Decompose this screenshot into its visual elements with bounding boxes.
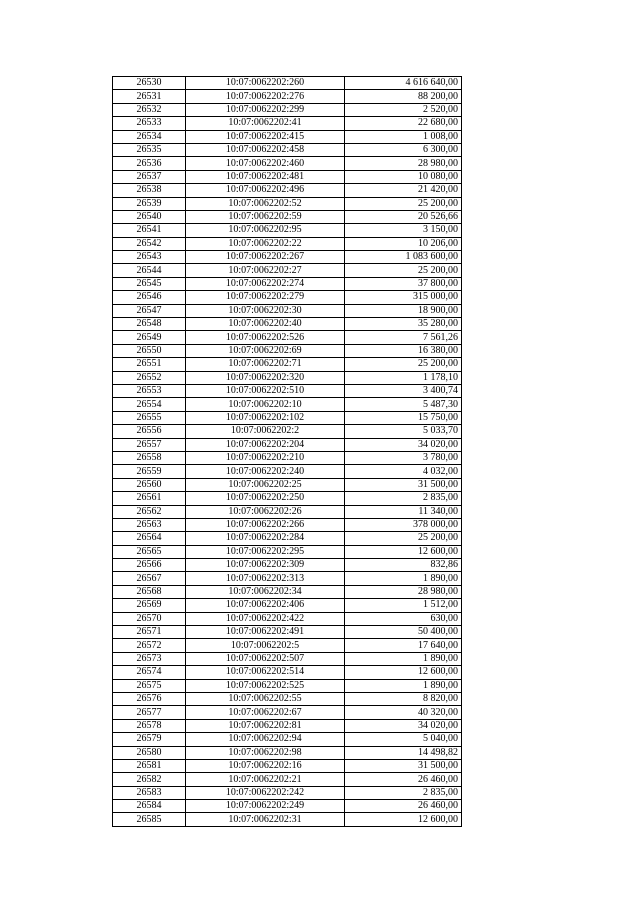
amount-cell: 2 835,00 — [345, 492, 462, 505]
row-number-cell: 26581 — [113, 759, 186, 772]
cadastral-number-cell: 10:07:0062202:249 — [186, 800, 345, 813]
amount-cell: 21 420,00 — [345, 184, 462, 197]
table-row — [113, 719, 462, 732]
table-row — [113, 170, 462, 183]
amount-cell: 34 020,00 — [345, 438, 462, 451]
row-number-cell: 26548 — [113, 318, 186, 331]
table-row — [113, 304, 462, 317]
table-row — [113, 210, 462, 223]
cadastral-number-cell: 10:07:0062202:27 — [186, 264, 345, 277]
row-number-cell: 26578 — [113, 719, 186, 732]
cadastral-number-cell: 10:07:0062202:16 — [186, 759, 345, 772]
table-row — [113, 291, 462, 304]
row-number-cell: 26531 — [113, 90, 186, 103]
row-number-cell: 26534 — [113, 130, 186, 143]
row-number-cell: 26574 — [113, 666, 186, 679]
amount-cell: 31 500,00 — [345, 759, 462, 772]
table-row — [113, 103, 462, 116]
amount-cell: 5 040,00 — [345, 733, 462, 746]
cadastral-number-cell: 10:07:0062202:514 — [186, 666, 345, 679]
cadastral-number-cell: 10:07:0062202:260 — [186, 77, 345, 90]
row-number-cell: 26577 — [113, 706, 186, 719]
table-row — [113, 759, 462, 772]
amount-cell: 1 083 600,00 — [345, 251, 462, 264]
table-row — [113, 639, 462, 652]
amount-cell: 37 800,00 — [345, 277, 462, 290]
table-row — [113, 505, 462, 518]
row-number-cell: 26545 — [113, 277, 186, 290]
table-row — [113, 411, 462, 424]
table-row — [113, 626, 462, 639]
table-row — [113, 733, 462, 746]
amount-cell: 25 200,00 — [345, 264, 462, 277]
cadastral-number-cell: 10:07:0062202:276 — [186, 90, 345, 103]
cadastral-number-cell: 10:07:0062202:415 — [186, 130, 345, 143]
row-number-cell: 26563 — [113, 518, 186, 531]
table-row — [113, 371, 462, 384]
row-number-cell: 26539 — [113, 197, 186, 210]
cadastral-number-cell: 10:07:0062202:81 — [186, 719, 345, 732]
amount-cell: 18 900,00 — [345, 304, 462, 317]
amount-cell: 20 526,66 — [345, 210, 462, 223]
table-row — [113, 786, 462, 799]
cadastral-number-cell: 10:07:0062202:2 — [186, 425, 345, 438]
amount-cell: 8 820,00 — [345, 692, 462, 705]
amount-cell: 28 980,00 — [345, 585, 462, 598]
table-row — [113, 237, 462, 250]
row-number-cell: 26560 — [113, 478, 186, 491]
table-row — [113, 398, 462, 411]
table-row — [113, 117, 462, 130]
row-number-cell: 26566 — [113, 559, 186, 572]
cadastral-number-cell: 10:07:0062202:210 — [186, 451, 345, 464]
row-number-cell: 26568 — [113, 585, 186, 598]
cadastral-number-cell: 10:07:0062202:284 — [186, 532, 345, 545]
amount-cell: 25 200,00 — [345, 532, 462, 545]
row-number-cell: 26541 — [113, 224, 186, 237]
table-row — [113, 77, 462, 90]
cadastral-number-cell: 10:07:0062202:5 — [186, 639, 345, 652]
amount-cell: 1 008,00 — [345, 130, 462, 143]
table-row — [113, 384, 462, 397]
amount-cell: 28 980,00 — [345, 157, 462, 170]
cadastral-number-cell: 10:07:0062202:67 — [186, 706, 345, 719]
cadastral-number-cell: 10:07:0062202:295 — [186, 545, 345, 558]
row-number-cell: 26550 — [113, 344, 186, 357]
cadastral-number-cell: 10:07:0062202:94 — [186, 733, 345, 746]
cadastral-number-cell: 10:07:0062202:250 — [186, 492, 345, 505]
amount-cell: 14 498,82 — [345, 746, 462, 759]
row-number-cell: 26573 — [113, 652, 186, 665]
row-number-cell: 26543 — [113, 251, 186, 264]
cadastral-number-cell: 10:07:0062202:55 — [186, 692, 345, 705]
amount-cell: 34 020,00 — [345, 719, 462, 732]
cadastral-number-cell: 10:07:0062202:52 — [186, 197, 345, 210]
table-row — [113, 465, 462, 478]
amount-cell: 1 890,00 — [345, 679, 462, 692]
table-row — [113, 264, 462, 277]
row-number-cell: 26580 — [113, 746, 186, 759]
cadastral-number-cell: 10:07:0062202:71 — [186, 358, 345, 371]
amount-cell: 832,86 — [345, 559, 462, 572]
table-row — [113, 813, 462, 826]
cadastral-number-cell: 10:07:0062202:26 — [186, 505, 345, 518]
cadastral-number-cell: 10:07:0062202:30 — [186, 304, 345, 317]
cadastral-number-cell: 10:07:0062202:299 — [186, 103, 345, 116]
amount-cell: 26 460,00 — [345, 773, 462, 786]
table-row — [113, 277, 462, 290]
cadastral-number-cell: 10:07:0062202:95 — [186, 224, 345, 237]
amount-cell: 12 600,00 — [345, 666, 462, 679]
amount-cell: 6 300,00 — [345, 143, 462, 156]
cadastral-number-cell: 10:07:0062202:102 — [186, 411, 345, 424]
table-row — [113, 518, 462, 531]
table-row — [113, 224, 462, 237]
amount-cell: 3 150,00 — [345, 224, 462, 237]
table-row — [113, 331, 462, 344]
row-number-cell: 26576 — [113, 692, 186, 705]
cadastral-number-cell: 10:07:0062202:59 — [186, 210, 345, 223]
amount-cell: 40 320,00 — [345, 706, 462, 719]
table-body — [113, 77, 462, 827]
cadastral-number-cell: 10:07:0062202:31 — [186, 813, 345, 826]
table-row — [113, 572, 462, 585]
row-number-cell: 26530 — [113, 77, 186, 90]
amount-cell: 630,00 — [345, 612, 462, 625]
amount-cell: 26 460,00 — [345, 800, 462, 813]
table-row — [113, 652, 462, 665]
cadastral-number-cell: 10:07:0062202:309 — [186, 559, 345, 572]
row-number-cell: 26547 — [113, 304, 186, 317]
table-row — [113, 157, 462, 170]
row-number-cell: 26572 — [113, 639, 186, 652]
table-row — [113, 251, 462, 264]
cadastral-number-cell: 10:07:0062202:406 — [186, 599, 345, 612]
amount-cell: 11 340,00 — [345, 505, 462, 518]
row-number-cell: 26554 — [113, 398, 186, 411]
cadastral-number-cell: 10:07:0062202:40 — [186, 318, 345, 331]
amount-cell: 5 487,30 — [345, 398, 462, 411]
table-row — [113, 478, 462, 491]
row-number-cell: 26583 — [113, 786, 186, 799]
row-number-cell: 26556 — [113, 425, 186, 438]
row-number-cell: 26533 — [113, 117, 186, 130]
table-row — [113, 666, 462, 679]
amount-cell: 4 616 640,00 — [345, 77, 462, 90]
cadastral-number-cell: 10:07:0062202:22 — [186, 237, 345, 250]
cadastral-number-cell: 10:07:0062202:279 — [186, 291, 345, 304]
amount-cell: 17 640,00 — [345, 639, 462, 652]
row-number-cell: 26544 — [113, 264, 186, 277]
amount-cell: 10 206,00 — [345, 237, 462, 250]
cadastral-number-cell: 10:07:0062202:525 — [186, 679, 345, 692]
row-number-cell: 26558 — [113, 451, 186, 464]
row-number-cell: 26579 — [113, 733, 186, 746]
table-row — [113, 492, 462, 505]
table-row — [113, 143, 462, 156]
row-number-cell: 26571 — [113, 626, 186, 639]
row-number-cell: 26559 — [113, 465, 186, 478]
row-number-cell: 26565 — [113, 545, 186, 558]
amount-cell: 1 890,00 — [345, 572, 462, 585]
amount-cell: 31 500,00 — [345, 478, 462, 491]
table-row — [113, 746, 462, 759]
row-number-cell: 26561 — [113, 492, 186, 505]
amount-cell: 88 200,00 — [345, 90, 462, 103]
table-row — [113, 706, 462, 719]
row-number-cell: 26551 — [113, 358, 186, 371]
cadastral-number-cell: 10:07:0062202:491 — [186, 626, 345, 639]
row-number-cell: 26546 — [113, 291, 186, 304]
table-row — [113, 679, 462, 692]
table-row — [113, 318, 462, 331]
table-row — [113, 612, 462, 625]
table-row — [113, 599, 462, 612]
cadastral-number-cell: 10:07:0062202:25 — [186, 478, 345, 491]
row-number-cell: 26562 — [113, 505, 186, 518]
table-row — [113, 559, 462, 572]
cadastral-number-cell: 10:07:0062202:41 — [186, 117, 345, 130]
amount-cell: 2 520,00 — [345, 103, 462, 116]
table-row — [113, 184, 462, 197]
table-row — [113, 197, 462, 210]
row-number-cell: 26584 — [113, 800, 186, 813]
table-row — [113, 344, 462, 357]
amount-cell: 5 033,70 — [345, 425, 462, 438]
table-row — [113, 90, 462, 103]
data-table — [112, 76, 462, 827]
cadastral-number-cell: 10:07:0062202:21 — [186, 773, 345, 786]
amount-cell: 315 000,00 — [345, 291, 462, 304]
amount-cell: 35 280,00 — [345, 318, 462, 331]
amount-cell: 1 890,00 — [345, 652, 462, 665]
table-row — [113, 773, 462, 786]
cadastral-number-cell: 10:07:0062202:274 — [186, 277, 345, 290]
cadastral-number-cell: 10:07:0062202:458 — [186, 143, 345, 156]
row-number-cell: 26540 — [113, 210, 186, 223]
amount-cell: 2 835,00 — [345, 786, 462, 799]
cadastral-number-cell: 10:07:0062202:34 — [186, 585, 345, 598]
amount-cell: 25 200,00 — [345, 197, 462, 210]
row-number-cell: 26538 — [113, 184, 186, 197]
amount-cell: 1 512,00 — [345, 599, 462, 612]
row-number-cell: 26570 — [113, 612, 186, 625]
cadastral-number-cell: 10:07:0062202:69 — [186, 344, 345, 357]
cadastral-number-cell: 10:07:0062202:266 — [186, 518, 345, 531]
amount-cell: 1 178,10 — [345, 371, 462, 384]
table-row — [113, 358, 462, 371]
row-number-cell: 26564 — [113, 532, 186, 545]
amount-cell: 378 000,00 — [345, 518, 462, 531]
amount-cell: 50 400,00 — [345, 626, 462, 639]
table-row — [113, 585, 462, 598]
amount-cell: 12 600,00 — [345, 545, 462, 558]
row-number-cell: 26585 — [113, 813, 186, 826]
cadastral-number-cell: 10:07:0062202:240 — [186, 465, 345, 478]
row-number-cell: 26557 — [113, 438, 186, 451]
row-number-cell: 26549 — [113, 331, 186, 344]
row-number-cell: 26582 — [113, 773, 186, 786]
amount-cell: 4 032,00 — [345, 465, 462, 478]
cadastral-number-cell: 10:07:0062202:496 — [186, 184, 345, 197]
cadastral-number-cell: 10:07:0062202:526 — [186, 331, 345, 344]
row-number-cell: 26569 — [113, 599, 186, 612]
amount-cell: 25 200,00 — [345, 358, 462, 371]
cadastral-number-cell: 10:07:0062202:10 — [186, 398, 345, 411]
row-number-cell: 26536 — [113, 157, 186, 170]
amount-cell: 10 080,00 — [345, 170, 462, 183]
cadastral-number-cell: 10:07:0062202:267 — [186, 251, 345, 264]
table-row — [113, 692, 462, 705]
row-number-cell: 26542 — [113, 237, 186, 250]
table-row — [113, 425, 462, 438]
row-number-cell: 26555 — [113, 411, 186, 424]
cadastral-number-cell: 10:07:0062202:313 — [186, 572, 345, 585]
table-row — [113, 451, 462, 464]
row-number-cell: 26537 — [113, 170, 186, 183]
amount-cell: 15 750,00 — [345, 411, 462, 424]
amount-cell: 12 600,00 — [345, 813, 462, 826]
cadastral-number-cell: 10:07:0062202:510 — [186, 384, 345, 397]
cadastral-number-cell: 10:07:0062202:481 — [186, 170, 345, 183]
table-row — [113, 130, 462, 143]
table-row — [113, 532, 462, 545]
cadastral-number-cell: 10:07:0062202:204 — [186, 438, 345, 451]
table-row — [113, 800, 462, 813]
row-number-cell: 26553 — [113, 384, 186, 397]
amount-cell: 16 380,00 — [345, 344, 462, 357]
cadastral-number-cell: 10:07:0062202:242 — [186, 786, 345, 799]
row-number-cell: 26532 — [113, 103, 186, 116]
amount-cell: 3 400,74 — [345, 384, 462, 397]
amount-cell: 7 561,26 — [345, 331, 462, 344]
cadastral-number-cell: 10:07:0062202:460 — [186, 157, 345, 170]
amount-cell: 3 780,00 — [345, 451, 462, 464]
table-row — [113, 438, 462, 451]
cadastral-number-cell: 10:07:0062202:422 — [186, 612, 345, 625]
cadastral-number-cell: 10:07:0062202:98 — [186, 746, 345, 759]
row-number-cell: 26535 — [113, 143, 186, 156]
cadastral-number-cell: 10:07:0062202:320 — [186, 371, 345, 384]
cadastral-number-cell: 10:07:0062202:507 — [186, 652, 345, 665]
row-number-cell: 26575 — [113, 679, 186, 692]
row-number-cell: 26552 — [113, 371, 186, 384]
row-number-cell: 26567 — [113, 572, 186, 585]
table-row — [113, 545, 462, 558]
amount-cell: 22 680,00 — [345, 117, 462, 130]
